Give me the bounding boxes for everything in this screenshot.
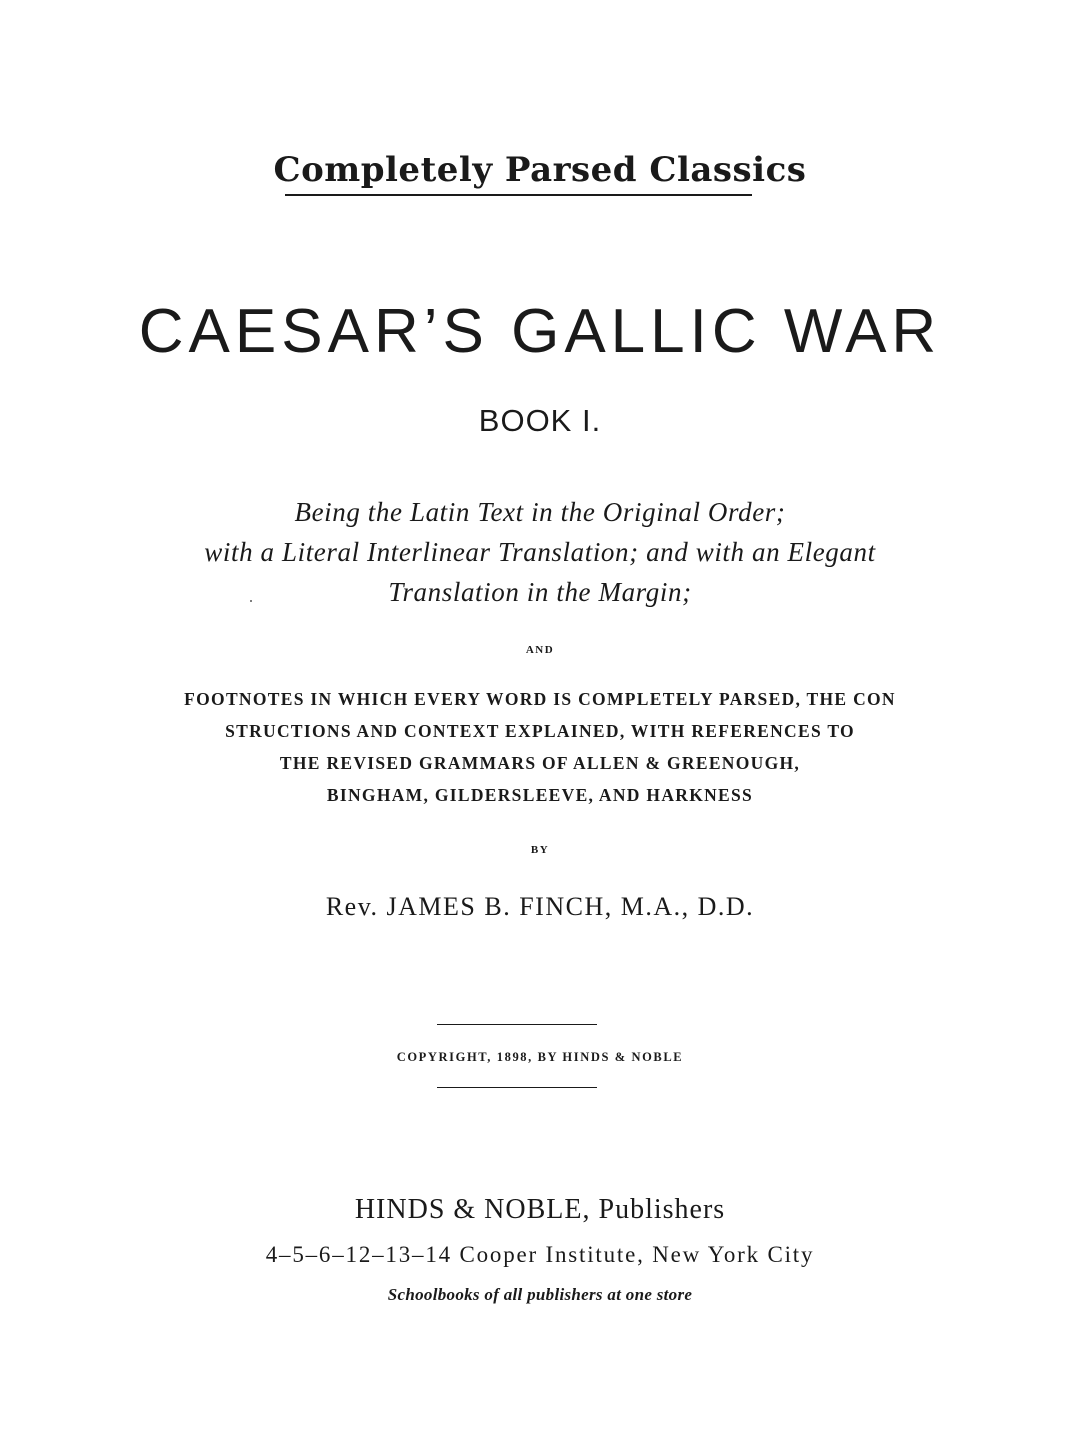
print-speck (250, 600, 252, 602)
divider-bottom (437, 1087, 597, 1088)
series-title-underline (285, 194, 752, 196)
description-line: with a Literal Interlinear Translation; and with an Elegant (204, 537, 876, 567)
publisher-name: HINDS & NOBLE, Publishers (354, 1194, 726, 1225)
copyright-notice: COPYRIGHT, 1898, BY HINDS & NOBLE (396, 1050, 684, 1064)
footnote-line: BINGHAM, GILDERSLEEVE, AND HARKNESS (326, 785, 754, 805)
book-number: BOOK I. (478, 403, 602, 438)
footnote-line: THE REVISED GRAMMARS OF ALLEN & GREENOUGH, (279, 753, 801, 773)
publisher-tagline: Schoolbooks of all publishers at one store (387, 1285, 693, 1304)
divider-top (437, 1024, 597, 1025)
author-name: Rev. JAMES B. FINCH, M.A., D.D. (325, 892, 755, 921)
description-line: Translation in the Margin; (388, 577, 692, 607)
description-line: Being the Latin Text in the Original Order; (294, 497, 786, 527)
footnote-line: FOOTNOTES IN WHICH EVERY WORD IS COMPLETELY PARSED, THE CON (184, 689, 896, 709)
and-label: AND (525, 644, 555, 656)
series-title: Completely Parsed Classics (273, 150, 807, 190)
publisher-address: 4–5–6–12–13–14 Cooper Institute, New York City (265, 1242, 815, 1267)
footnote-line: STRUCTIONS AND CONTEXT EXPLAINED, WITH REFERENCES TO (225, 721, 855, 741)
main-title: CAESAR’S GALLIC WAR (138, 297, 942, 366)
by-label: BY (530, 844, 550, 856)
